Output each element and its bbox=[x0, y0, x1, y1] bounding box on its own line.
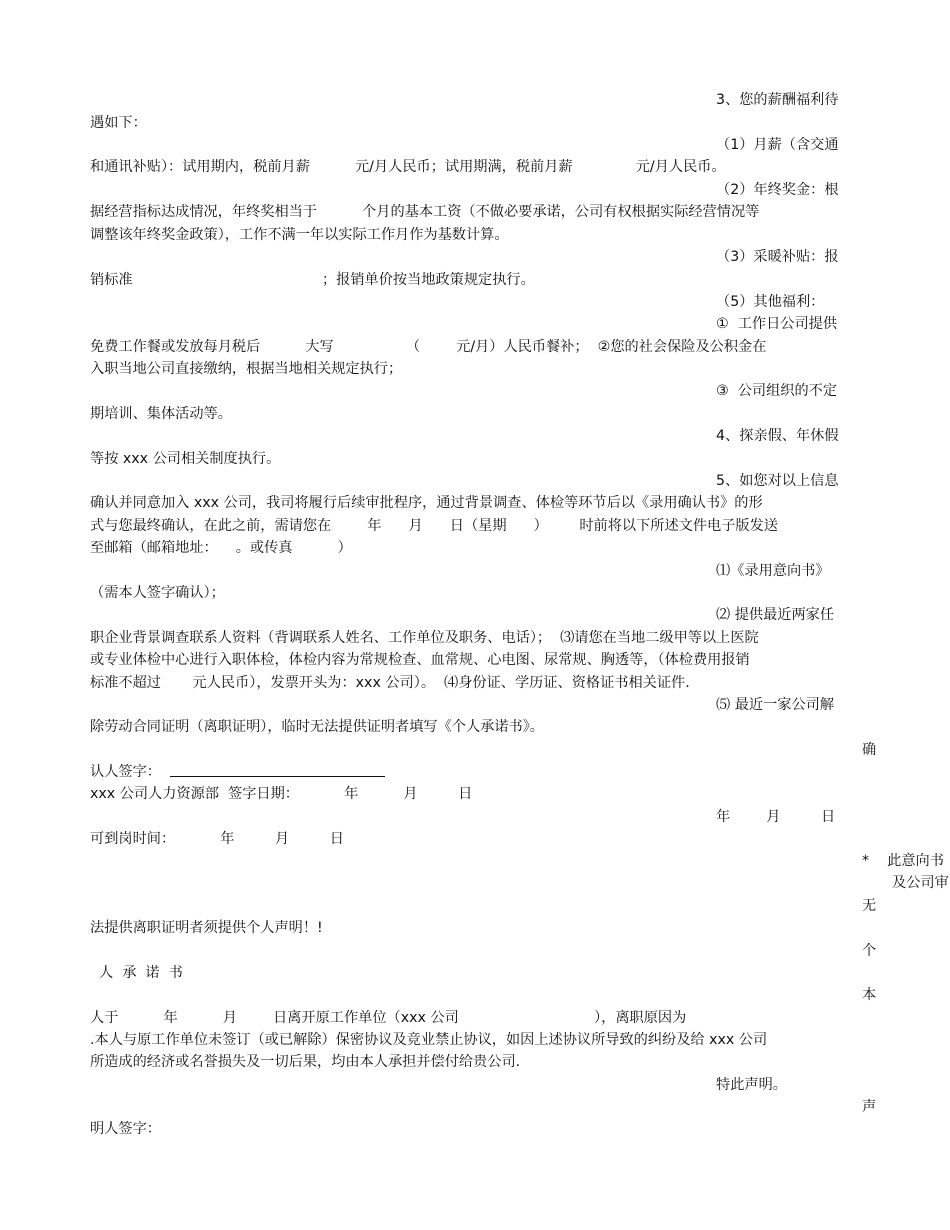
meal-benefit-item: ① 工作日公司提供 bbox=[716, 316, 838, 332]
training-item: ③ 公司组织的不定 bbox=[716, 383, 838, 399]
annual-bonus-item: （2）年终奖金：根 bbox=[716, 182, 839, 198]
monthly-salary-item: （1）月薪（含交通 bbox=[716, 137, 839, 153]
self-char: 本 bbox=[862, 987, 877, 1003]
note-line-2: 及公司审 bbox=[892, 875, 949, 891]
notice-text: 法提供离职证明者须提供个人声明！! bbox=[90, 920, 323, 936]
arrival-time: 可到岗时间： 年 月 日 bbox=[90, 831, 344, 847]
declarant-signature-label: 明人签字： bbox=[90, 1121, 161, 1137]
doc-item-5-text: 除劳动合同证明（离职证明），临时无法提供证明者填写《个人承诺书》。 bbox=[90, 719, 544, 735]
notice-char: 无 bbox=[862, 898, 877, 914]
signer-label: 认人签字： bbox=[90, 764, 161, 780]
confirm-text-2: 式与您最终确认，在此之前，需请您在 年 月 日（星期 ） 时前将以下所述文件电子版发送 bbox=[90, 518, 778, 534]
insurance-text: 入职当地公司直接缴纳，根据当地相关规定执行； bbox=[90, 361, 403, 377]
statement-char: 声 bbox=[862, 1099, 877, 1115]
confirm-text: 确认并同意加入 xxx 公司，我司将履行后续审批程序，通过背景调查、体检等环节后以《录用确认书》的形 bbox=[90, 495, 763, 511]
hr-sign-date: xxx 公司人力资源部 签字日期： 年 月 日 bbox=[90, 786, 473, 802]
confirm-char: 确 bbox=[862, 742, 877, 758]
doc-item-4-text: 标准不超过 元人民币），发票开头为：xxx 公司）。 ⑷身份证、学历证、资格证书相关证件. bbox=[90, 675, 690, 691]
commitment-text-2: .本人与原工作单位未签订（或已解除）保密协议及竞业禁止协议，如因上述协议所导致的纠纷及给 xxx 公司 bbox=[90, 1032, 768, 1048]
heating-subsidy-item: （3）采暖补贴：报 bbox=[716, 249, 839, 265]
doc-item-2-text: 职企业背景调查联系人资料（背调联系人姓名、工作单位及职务、电话）； ⑶请您在当地二级甲等以上医院 bbox=[90, 630, 759, 646]
annual-bonus-text-2: 调整该年终奖金政策），工作不满一年以实际工作月作为基数计算。 bbox=[90, 227, 509, 243]
monthly-salary-text: 和通讯补贴）：试用期内，税前月薪 元/月人民币；试用期满，税前月薪 元/月人民币。 bbox=[90, 159, 726, 175]
confirm-item: 5、如您对以上信息 bbox=[716, 473, 839, 489]
leave-text: 等按 xxx 公司相关制度执行。 bbox=[90, 451, 281, 467]
annual-bonus-text: 据经营指标达成情况，年终奖相当于 个月的基本工资（不做必要承诺，公司有权根据实际经营情况等 bbox=[90, 204, 760, 220]
note-line-1: * 此意向书 bbox=[862, 853, 944, 869]
declaration-text: 特此声明。 bbox=[716, 1077, 787, 1093]
meal-benefit-text: 免费工作餐或发放每月税后 大写 （ 元/月）人民币餐补； ②您的社会保险及公积金在 bbox=[90, 339, 767, 355]
doc-item-5: ⑸ 最近一家公司解 bbox=[716, 697, 835, 713]
personal-char: 个 bbox=[862, 943, 877, 959]
salary-heading: 3、您的薪酬福利待 bbox=[716, 92, 839, 108]
doc-item-1: ⑴《录用意向书》 bbox=[716, 563, 830, 579]
salary-heading-cont: 遇如下： bbox=[90, 115, 147, 131]
commitment-text-1: 人于 年 月 日离开原工作单位（xxx 公司 ），离职原因为 bbox=[90, 1010, 687, 1026]
signature-line bbox=[170, 776, 385, 777]
doc-item-2: ⑵ 提供最近两家任 bbox=[716, 607, 835, 623]
training-text: 期培训、集体活动等。 bbox=[90, 406, 232, 422]
confirm-text-3: 至邮箱（邮箱地址： 。或传真 ） bbox=[90, 540, 352, 556]
date-line: 年 月 日 bbox=[716, 809, 836, 825]
heating-subsidy-text: 销标准 ；报销单价按当地政策规定执行。 bbox=[90, 272, 535, 288]
leave-item: 4、探亲假、年休假 bbox=[716, 428, 839, 444]
doc-item-1-text: （需本人签字确认）； bbox=[90, 585, 225, 601]
doc-item-3-text: 或专业体检中心进行入职体检，体检内容为常规检查、血常规、心电图、尿常规、胸透等，（体检费用报销 bbox=[90, 652, 750, 668]
commitment-text-3: 所造成的经济或名誉损失及一切后果，均由本人承担并偿付给贵公司. bbox=[90, 1054, 521, 1070]
commitment-title: 人 承 诺 书 bbox=[90, 965, 183, 981]
other-benefits-item: （5）其他福利： bbox=[716, 294, 825, 310]
